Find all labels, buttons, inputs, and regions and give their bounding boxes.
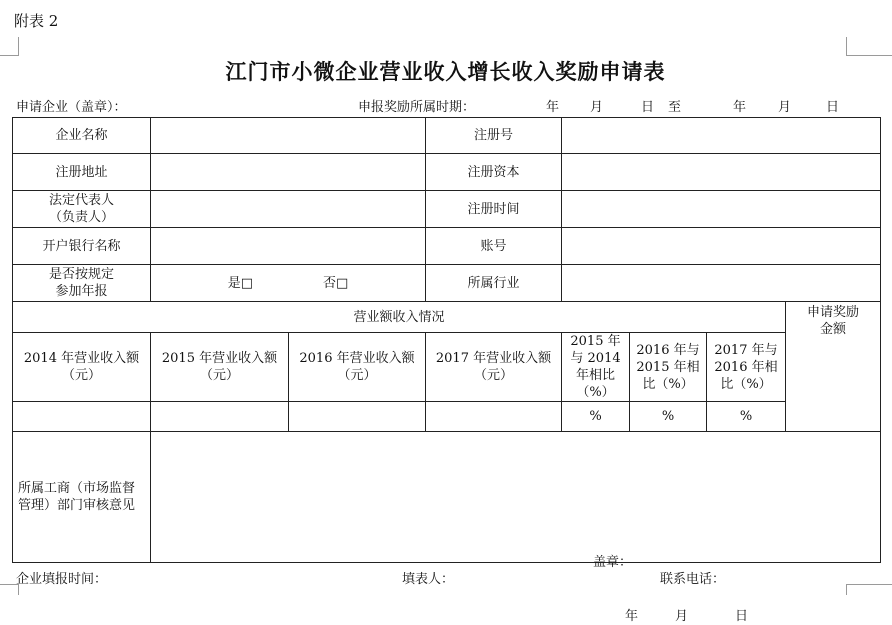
rev-2017-field[interactable]	[426, 402, 562, 432]
bank-label: 开户银行名称	[13, 228, 151, 265]
cmp-2017-2016-field[interactable]: %	[707, 402, 786, 432]
cmp-2016-2015-field[interactable]: %	[630, 402, 707, 432]
form-title: 江门市小微企业营业收入增长收入奖励申请表	[225, 59, 666, 84]
fill-time-label: 企业填报时间：	[16, 572, 108, 587]
reg-no-label: 注册号	[426, 118, 562, 154]
reg-time-label: 注册时间	[426, 191, 562, 228]
rev-2015-header: 2015 年营业收入额 （元）	[151, 333, 289, 402]
reg-time-field[interactable]	[562, 191, 881, 228]
revenue-section-heading: 营业额收入情况	[13, 302, 786, 333]
row-review-opinion	[13, 432, 881, 563]
opinion-day: 日	[735, 609, 749, 624]
row-company-name	[13, 118, 881, 154]
filler-label: 填表人：	[402, 572, 455, 587]
company-name-field[interactable]	[151, 118, 426, 154]
row-bank	[13, 228, 881, 265]
reg-address-field[interactable]	[151, 154, 426, 191]
period-month-1: 月	[590, 100, 604, 115]
industry-label: 所属行业	[426, 265, 562, 302]
opinion-year: 年	[625, 609, 639, 624]
period-day-2: 日	[826, 100, 840, 115]
cmp-2015-2014-header: 2015 年 与 2014 年相比 （%）	[562, 333, 630, 402]
yes-checkbox[interactable]: 是□	[227, 275, 253, 291]
row-annual-report	[13, 265, 881, 302]
rev-2015-field[interactable]	[151, 402, 289, 432]
reg-address-label: 注册地址	[13, 154, 151, 191]
rev-2016-field[interactable]	[289, 402, 426, 432]
rev-2016-header: 2016 年营业收入额 （元）	[289, 333, 426, 402]
row-revenue-headers	[13, 333, 881, 402]
legal-rep-field[interactable]	[151, 191, 426, 228]
row-revenue-section	[13, 302, 881, 333]
period-label: 申报奖励所属时期：	[358, 100, 476, 115]
annual-report-label: 是否按规定 参加年报	[13, 265, 151, 302]
row-reg-address	[13, 154, 881, 191]
rev-2014-header: 2014 年营业收入额 （元）	[13, 333, 151, 402]
period-year-1: 年	[546, 100, 560, 115]
cmp-2016-2015-header: 2016 年与 2015 年相 比（%）	[630, 333, 707, 402]
account-label: 账号	[426, 228, 562, 265]
opinion-month: 月	[675, 609, 689, 624]
industry-field[interactable]	[562, 265, 881, 302]
phone-label: 联系电话：	[660, 572, 726, 587]
appendix-label: 附表 2	[14, 12, 59, 30]
reg-no-field[interactable]	[562, 118, 881, 154]
crop-mark-top-right	[846, 37, 892, 56]
award-amount-label: 申请奖励 金额	[786, 302, 881, 432]
reg-capital-label: 注册资本	[426, 154, 562, 191]
rev-2017-header: 2017 年营业收入额 （元）	[426, 333, 562, 402]
period-month-2: 月	[778, 100, 792, 115]
cmp-2015-2014-field[interactable]: %	[562, 402, 630, 432]
row-legal-rep	[13, 191, 881, 228]
rev-2014-field[interactable]	[13, 402, 151, 432]
reg-capital-field[interactable]	[562, 154, 881, 191]
bank-field[interactable]	[151, 228, 426, 265]
no-checkbox[interactable]: 否□	[323, 275, 349, 291]
period-year-2: 年	[733, 100, 747, 115]
period-to: 至	[668, 100, 682, 115]
seal-label: 盖章：	[593, 555, 633, 570]
legal-rep-label: 法定代表人 （负责人）	[13, 191, 151, 228]
crop-mark-bottom-right	[846, 584, 892, 595]
applicant-label: 申请企业（盖章）：	[16, 100, 127, 115]
crop-mark-top-left	[0, 37, 19, 56]
annual-report-options	[151, 265, 426, 302]
review-opinion-label: 所属工商（市场监督 管理）部门审核意见	[13, 432, 151, 563]
cmp-2017-2016-header: 2017 年与 2016 年相 比（%）	[707, 333, 786, 402]
company-name-label: 企业名称	[13, 118, 151, 154]
period-day-1: 日	[641, 100, 655, 115]
row-revenue-values	[13, 402, 881, 432]
account-field[interactable]	[562, 228, 881, 265]
